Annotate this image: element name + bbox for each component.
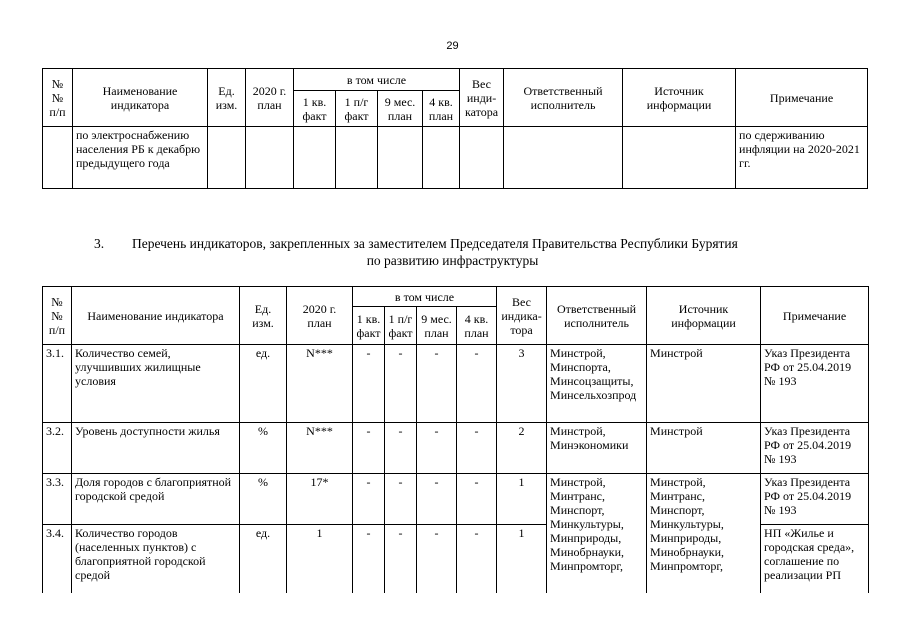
- row-h1: -: [385, 345, 417, 423]
- row-h1: -: [385, 423, 417, 474]
- table-row: [43, 345, 869, 423]
- row-plan: N***: [287, 345, 353, 423]
- row-num: 3.2.: [43, 423, 72, 474]
- row-unit: %: [240, 474, 287, 525]
- row-unit: %: [240, 423, 287, 474]
- row-m9: -: [417, 345, 457, 423]
- row-responsible: Минстрой, Минэкономики: [547, 423, 647, 474]
- header-m9: 9 мес. план: [378, 91, 423, 127]
- row-num: 3.1.: [43, 345, 72, 423]
- row-source: Минстрой, Минтранс, Минспорт, Минкультуры, Минприроды, Минобрнауки, Минпромторг,: [647, 474, 761, 593]
- row-weight: 1: [497, 474, 547, 525]
- row-q4: -: [457, 525, 497, 593]
- header-including: в том числе: [294, 69, 460, 91]
- row-note: НП «Жилье и городская среда», соглашение по реализации РП: [761, 525, 869, 593]
- header-q1: 1 кв. факт: [294, 91, 336, 127]
- row-q1: -: [353, 474, 385, 525]
- indicators-table: [42, 286, 869, 593]
- row-plan: 1: [287, 525, 353, 593]
- table-row: [43, 423, 869, 474]
- row-note: по сдерживанию инфляции на 2020-2021 гг.: [736, 127, 868, 189]
- row-q1: -: [353, 345, 385, 423]
- row-plan: N***: [287, 423, 353, 474]
- row-q1: -: [353, 423, 385, 474]
- header-source: Источник информации: [647, 287, 761, 345]
- row-h1: -: [385, 474, 417, 525]
- header-plan: 2020 г. план: [246, 69, 294, 127]
- row-responsible: Минстрой, Минтранс, Минспорт, Минкультуры, Минприроды, Минобрнауки, Минпромторг,: [547, 474, 647, 593]
- row-num: 3.4.: [43, 525, 72, 593]
- row-q4: -: [457, 474, 497, 525]
- header-note: Примечание: [736, 69, 868, 127]
- row-name: Доля городов с благоприятной городской средой: [72, 474, 240, 525]
- header-q4: 4 кв. план: [423, 91, 460, 127]
- header-weight: Вес индика-тора: [497, 287, 547, 345]
- table-row: [43, 474, 869, 525]
- row-source: Минстрой: [647, 423, 761, 474]
- row-m9: -: [417, 423, 457, 474]
- header-responsible: Ответственный исполнитель: [547, 287, 647, 345]
- section-number: 3.: [94, 236, 105, 251]
- header-m9: 9 мес. план: [417, 307, 457, 345]
- row-responsible: Минстрой, Минспорта, Минсоцзащиты, Минсельхозпрод: [547, 345, 647, 423]
- header-h1: 1 п/г факт: [385, 307, 417, 345]
- header-q4: 4 кв. план: [457, 307, 497, 345]
- row-unit: ед.: [240, 345, 287, 423]
- section-title-line1: Перечень индикаторов, закрепленных за заместителем Председателя Правительства Республики Бурятия: [132, 236, 738, 251]
- row-weight: 2: [497, 423, 547, 474]
- indicators-table-continued: [42, 68, 868, 189]
- header-note: Примечание: [761, 287, 869, 345]
- header-responsible: Ответственный исполнитель: [504, 69, 623, 127]
- row-name: Количество городов (населенных пунктов) с благоприятной городской средой: [72, 525, 240, 593]
- header-including: в том числе: [353, 287, 497, 307]
- table-row: [43, 127, 868, 189]
- header-unit: Ед. изм.: [240, 287, 287, 345]
- row-weight: 1: [497, 525, 547, 593]
- page-number: 29: [446, 40, 459, 52]
- row-m9: -: [417, 474, 457, 525]
- header-weight: Вес инди-катора: [460, 69, 504, 127]
- row-source: Минстрой: [647, 345, 761, 423]
- header-num: №№ п/п: [43, 287, 72, 345]
- header-name: Наименование индикатора: [72, 287, 240, 345]
- header-q1: 1 кв. факт: [353, 307, 385, 345]
- row-name: по электроснабжению населения РБ к декабрю предыдущего года: [73, 127, 208, 189]
- row-unit: ед.: [240, 525, 287, 593]
- row-q1: -: [353, 525, 385, 593]
- row-m9: -: [417, 525, 457, 593]
- row-h1: -: [385, 525, 417, 593]
- row-weight: 3: [497, 345, 547, 423]
- row-q4: -: [457, 423, 497, 474]
- section-title-line2: по развитию инфраструктуры: [366, 253, 539, 268]
- header-plan: 2020 г. план: [287, 287, 353, 345]
- header-unit: Ед. изм.: [208, 69, 246, 127]
- row-name: Уровень доступности жилья: [72, 423, 240, 474]
- row-note: Указ Президента РФ от 25.04.2019 № 193: [761, 423, 869, 474]
- row-note: Указ Президента РФ от 25.04.2019 № 193: [761, 474, 869, 525]
- row-plan: 17*: [287, 474, 353, 525]
- header-num: № № п/п: [43, 69, 73, 127]
- row-num: 3.3.: [43, 474, 72, 525]
- header-name: Наименование индикатора: [73, 69, 208, 127]
- row-q4: -: [457, 345, 497, 423]
- row-name: Количество семей, улучшивших жилищные условия: [72, 345, 240, 423]
- header-h1: 1 п/г факт: [336, 91, 378, 127]
- header-source: Источник информации: [623, 69, 736, 127]
- row-note: Указ Президента РФ от 25.04.2019 № 193: [761, 345, 869, 423]
